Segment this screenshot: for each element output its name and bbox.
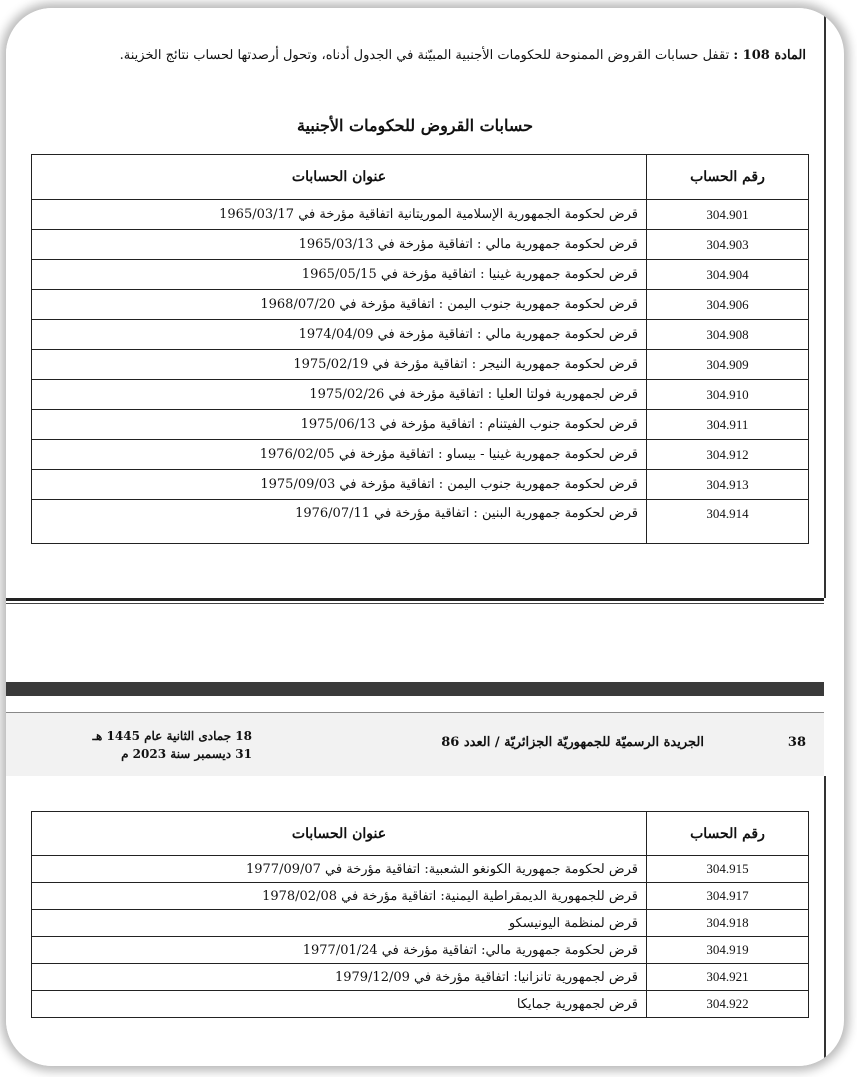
account-number: 304.913 xyxy=(647,470,809,500)
account-number: 304.914 xyxy=(647,500,809,544)
table-row xyxy=(32,200,809,230)
account-title: قرض لحكومة جمهورية مالي : اتفاقية مؤرخة في 1965/03/13 xyxy=(32,230,647,260)
account-title: قرض لحكومة جنوب الفيتنام : اتفاقية مؤرخة في 1975/06/13 xyxy=(32,410,647,440)
table-row xyxy=(32,410,809,440)
column-title-header: عنوان الحسابات xyxy=(32,812,647,856)
table-row xyxy=(32,320,809,350)
account-number: 304.912 xyxy=(647,440,809,470)
table-row xyxy=(32,470,809,500)
account-title: قرض لحكومة جمهورية غينيا : اتفاقية مؤرخة في 1965/05/15 xyxy=(32,260,647,290)
table-row xyxy=(32,290,809,320)
accounts-table-2 xyxy=(31,811,809,1018)
table-row xyxy=(32,380,809,410)
accounts-table-1 xyxy=(31,154,809,544)
account-title: قرض لجمهورية تانزانيا: اتفاقية مؤرخة في 1979/12/09 xyxy=(32,964,647,991)
table-row xyxy=(32,260,809,290)
issue-date xyxy=(12,727,252,763)
account-number: 304.922 xyxy=(647,991,809,1018)
table-row xyxy=(32,937,809,964)
page-separator-bar xyxy=(6,682,824,696)
account-title: قرض لحكومة جمهورية النيجر : اتفاقية مؤرخة في 1975/02/19 xyxy=(32,350,647,380)
table-row xyxy=(32,964,809,991)
column-title-header: عنوان الحسابات xyxy=(32,155,647,200)
article-text: تقفل حسابات القروض الممنوحة للحكومات الأجنبية المبيّنة في الجدول أدناه، وتحول أرصدتها لحساب نتائج الخزينة. xyxy=(119,48,730,63)
account-title: قرض لمنظمة اليونيسكو xyxy=(32,910,647,937)
table-row xyxy=(32,440,809,470)
page-upper xyxy=(6,8,826,598)
account-title: قرض لجمهورية فولتا العليا : اتفاقية مؤرخة في 1975/02/26 xyxy=(32,380,647,410)
table-header-row xyxy=(32,812,809,856)
account-number: 304.917 xyxy=(647,883,809,910)
account-title: قرض لحكومة الجمهورية الإسلامية الموريتانية اتفاقية مؤرخة في 1965/03/17 xyxy=(32,200,647,230)
account-number: 304.903 xyxy=(647,230,809,260)
table-row xyxy=(32,350,809,380)
account-number: 304.910 xyxy=(647,380,809,410)
account-number: 304.908 xyxy=(647,320,809,350)
account-number: 304.919 xyxy=(647,937,809,964)
page-divider xyxy=(6,598,824,601)
table-row xyxy=(32,856,809,883)
page-number: 38 xyxy=(787,735,806,750)
hijri-date: 18 جمادى الثانية عام 1445 هـ xyxy=(92,729,252,743)
page-gap xyxy=(6,604,824,682)
table-row xyxy=(32,500,809,544)
table-row xyxy=(32,910,809,937)
table-row xyxy=(32,991,809,1018)
column-number-header: رقم الحساب xyxy=(647,155,809,200)
account-number: 304.909 xyxy=(647,350,809,380)
account-number: 304.915 xyxy=(647,856,809,883)
account-title: قرض لحكومة جمهورية غينيا - بيساو : اتفاقية مؤرخة في 1976/02/05 xyxy=(32,440,647,470)
account-title: قرض لحكومة جمهورية مالي : اتفاقية مؤرخة في 1974/04/09 xyxy=(32,320,647,350)
account-title: قرض للجمهورية الديمقراطية اليمنية: اتفاقية مؤرخة في 1978/02/08 xyxy=(32,883,647,910)
column-number-header: رقم الحساب xyxy=(647,812,809,856)
account-number: 304.921 xyxy=(647,964,809,991)
account-number: 304.918 xyxy=(647,910,809,937)
account-number: 304.901 xyxy=(647,200,809,230)
account-title: قرض لجمهورية جمايكا xyxy=(32,991,647,1018)
account-number: 304.906 xyxy=(647,290,809,320)
account-number: 304.904 xyxy=(647,260,809,290)
table-title: حسابات القروض للحكومات الأجنبية xyxy=(296,116,534,135)
table-header-row xyxy=(32,155,809,200)
document-frame xyxy=(6,8,844,1066)
article-108 xyxy=(36,46,806,66)
account-number: 304.911 xyxy=(647,410,809,440)
account-title: قرض لحكومة جمهورية البنين : اتفاقية مؤرخة في 1976/07/11 xyxy=(32,500,647,544)
journal-header xyxy=(6,712,824,778)
article-label: المادة 108 : xyxy=(733,48,806,63)
account-title: قرض لحكومة جمهورية جنوب اليمن : اتفاقية مؤرخة في 1968/07/20 xyxy=(32,290,647,320)
journal-title: الجريدة الرسميّة للجمهوريّة الجزائريّة / العدد 86 xyxy=(441,735,704,750)
table-row xyxy=(32,230,809,260)
account-title: قرض لحكومة جمهورية الكونغو الشعبية: اتفاقية مؤرخة في 1977/09/07 xyxy=(32,856,647,883)
table-row xyxy=(32,883,809,910)
gregorian-date: 31 ديسمبر سنة 2023 م xyxy=(121,747,252,761)
account-title: قرض لحكومة جمهورية مالي: اتفاقية مؤرخة في 1977/01/24 xyxy=(32,937,647,964)
account-title: قرض لحكومة جمهورية جنوب اليمن : اتفاقية مؤرخة في 1975/09/03 xyxy=(32,470,647,500)
